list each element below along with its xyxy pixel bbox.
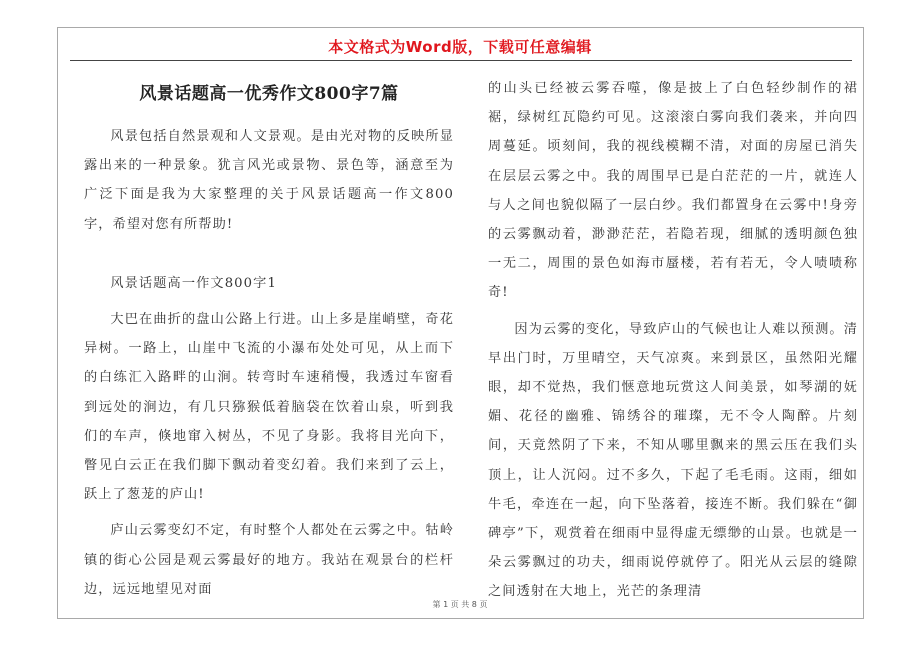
download-note: 本文格式为Word版，下载可任意编辑 <box>328 38 592 56</box>
body-paragraph: 大巴在曲折的盘山公路上行进。山上多是崖峭壁，奇花异树。一路上，山崖中飞流的小瀑布处处可见，从上而下的白练汇入路畔的山涧。转弯时车速稍慢，我透过车窗看到远处的涧边，有几只猕猴低着脑袋在饮着山泉，听到我们的车声，倏地窜入树丛，不见了身影。我将目光向下，瞥见白云正在我们脚下飘动着变幻着。我们来到了云上，跃上了葱茏的庐山! <box>84 312 454 503</box>
left-column <box>84 74 454 611</box>
intro-paragraph: 风景包括自然景观和人文景观。是由光对物的反映所显露出来的一种景象。犹言风光或景物、景色等，涵意至为广泛下面是我为大家整理的关于风景话题高一作文800字，希望对您有所帮助! <box>84 129 454 232</box>
continued-paragraph: 的山头已经被云雾吞噬，像是披上了白色轻纱制作的裙裾，绿树红瓦隐约可见。这滚滚白雾向我们袭来，并向四周蔓延。顷刻间，我的视线模糊不清，对面的房屋已消失在层层云雾之中。我的周围早已是白茫茫的一片，就连人与人之间也貌似隔了一层白纱。我们都置身在云雾中!身旁的云雾飘动着，渺渺茫茫，若隐若现，细腻的透明颜色独一无二，周围的景色如海市蜃楼，若有若无，令人啧啧称奇! <box>488 81 858 301</box>
header-divider <box>70 60 852 61</box>
right-column <box>488 74 858 614</box>
section-heading: 风景话题高一作文800字1 <box>110 275 277 291</box>
body-paragraph: 庐山云雾变幻不定，有时整个人都处在云雾之中。牯岭镇的街心公园是观云雾最好的地方。我站在观景台的栏杆边，远远地望见对面 <box>84 523 454 597</box>
body-paragraph: 因为云雾的变化，导致庐山的气候也让人难以预测。清早出门时，万里晴空，天气凉爽。来到景区，虽然阳光耀眼，却不觉热，我们惬意地玩赏这人间美景，如琴湖的妩媚、花径的幽雅、锦绣谷的璀璨，无不令人陶醉。片刻间，天竟然阴了下来，不知从哪里飘来的黑云压在我们头顶上，让人沉闷。过不多久，下起了毛毛雨。这雨，细如牛毛，牵连在一起，向下坠落着，接连不断。我们躲在“御碑亭”下，观赏着在细雨中显得虚无缥缈的山景。也就是一朵云雾飘过的功夫，细雨说停就停了。阳光从云层的缝隙之间透射在大地上，光芒的条理清 <box>488 321 858 600</box>
page-number: 第 1 页 共 8 页 <box>432 600 488 609</box>
document-title: 风景话题高一优秀作文800字7篇 <box>139 84 399 104</box>
